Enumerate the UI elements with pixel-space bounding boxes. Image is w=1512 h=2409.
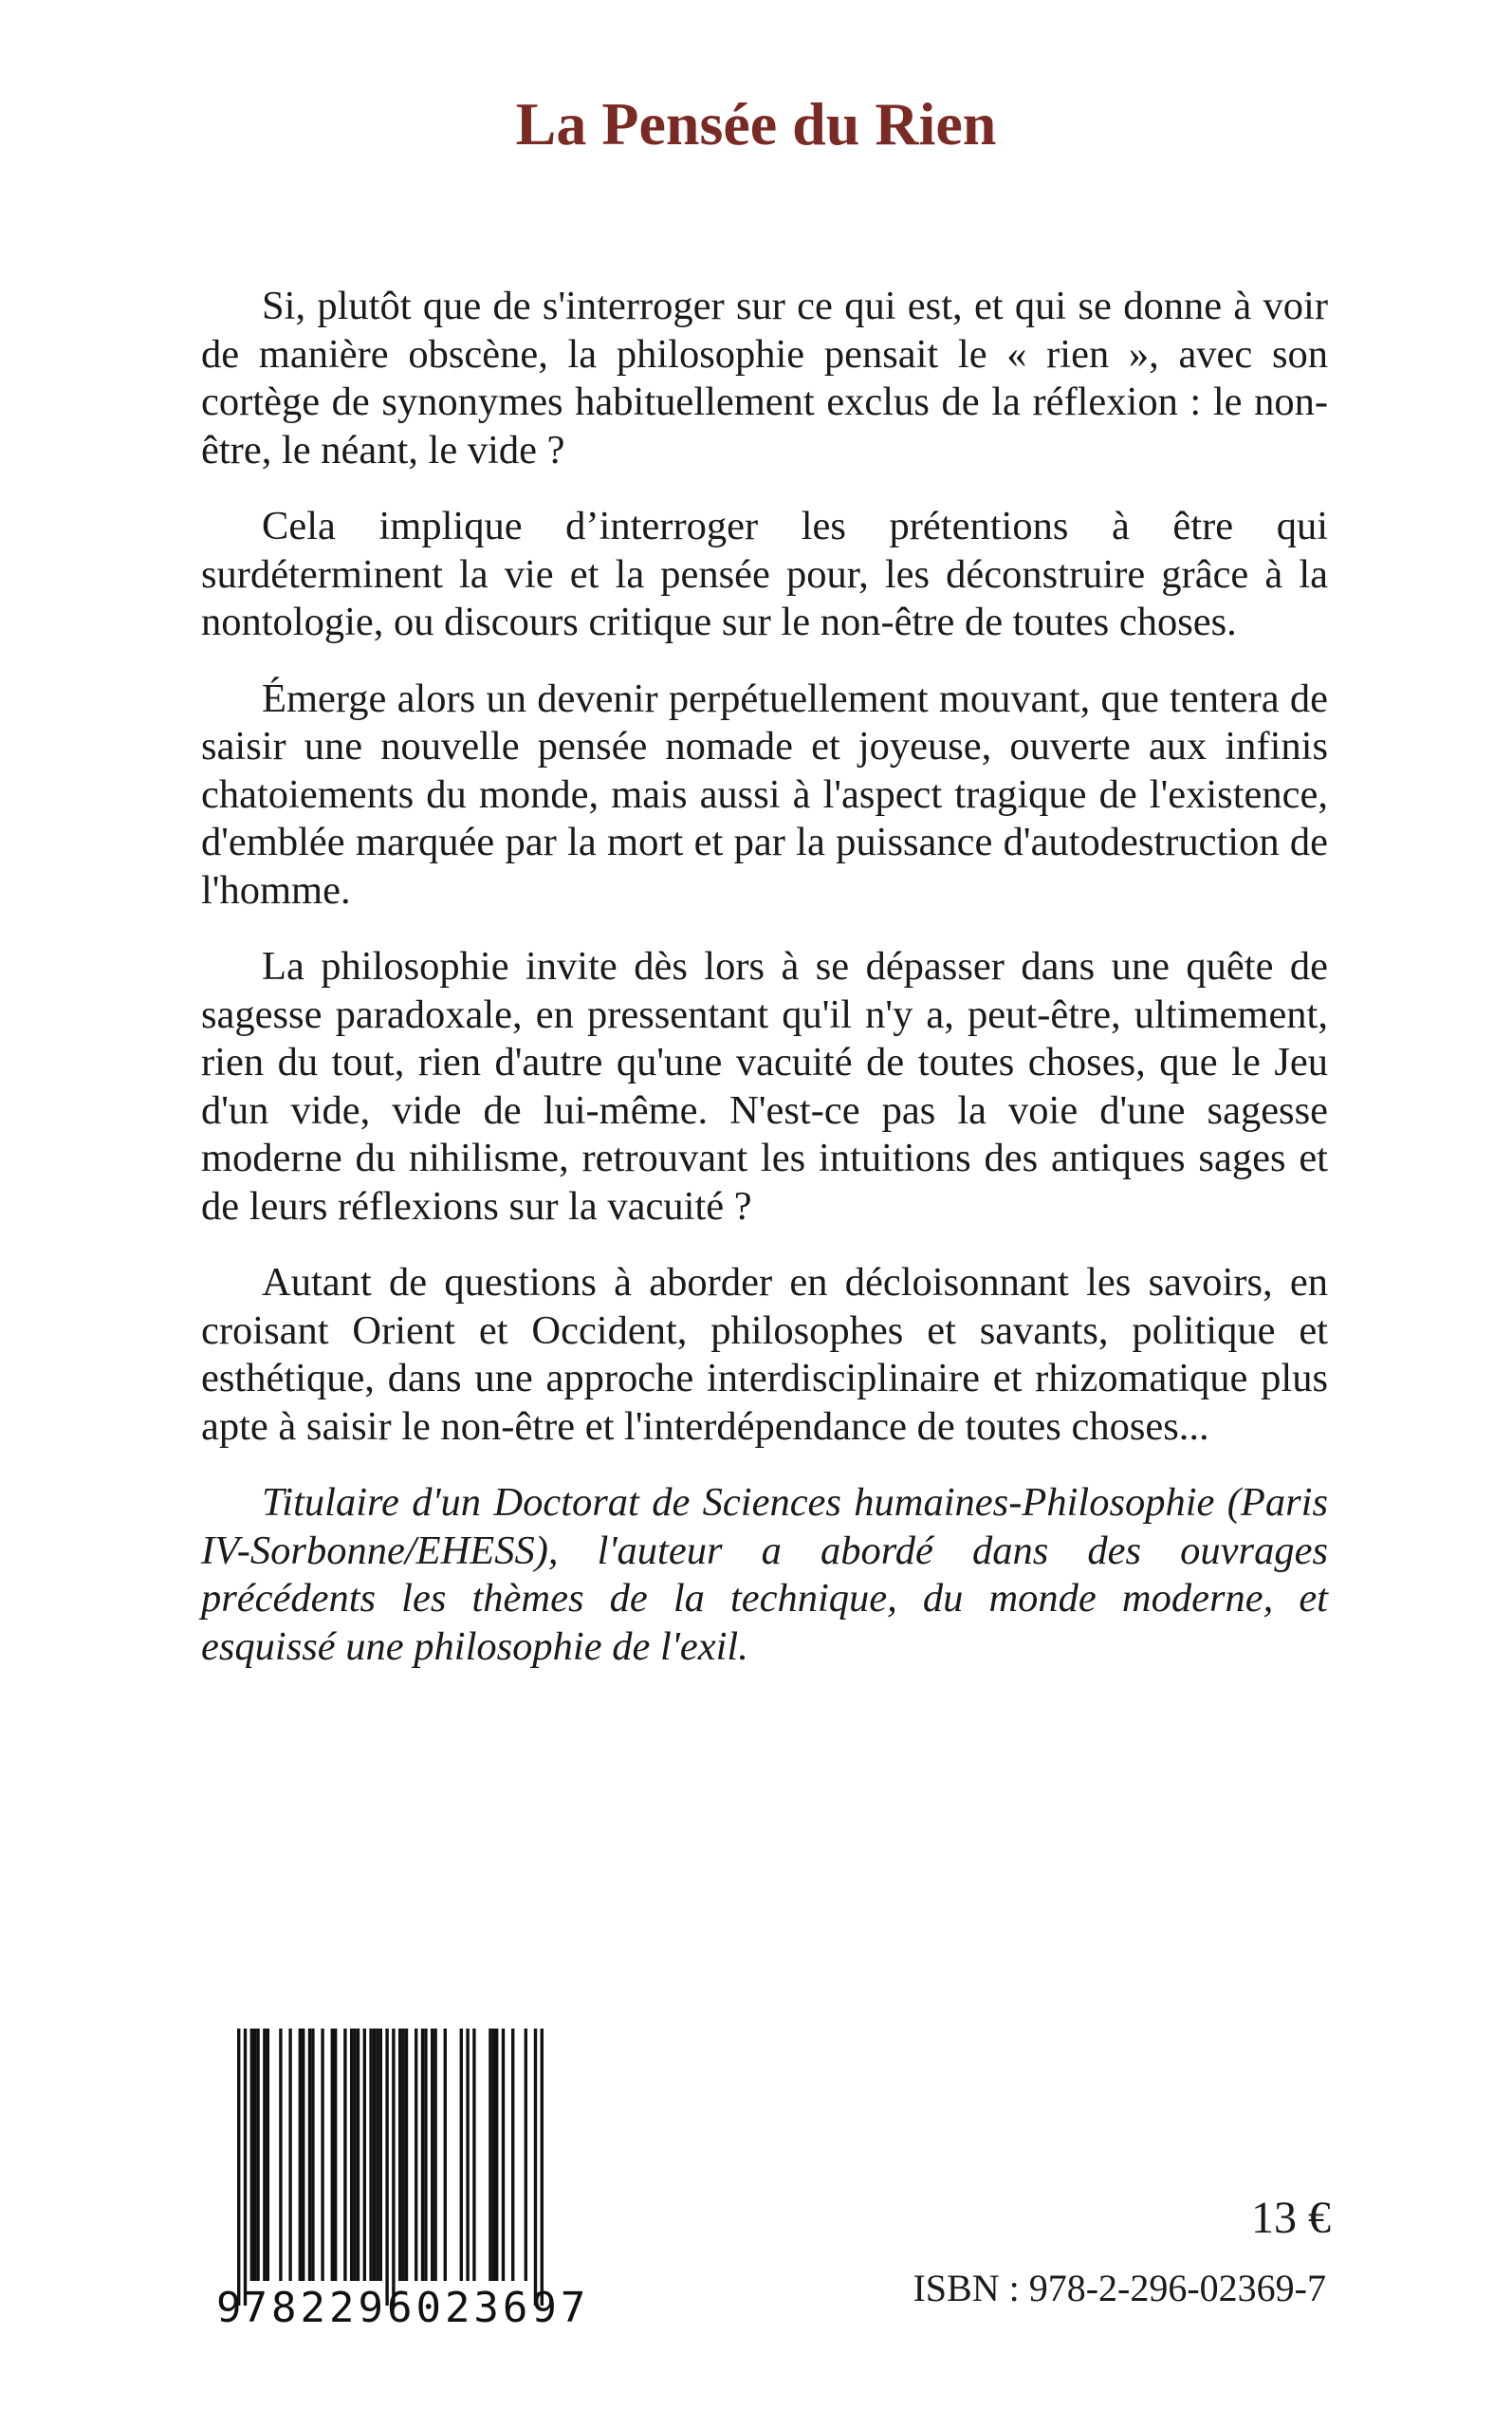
price: 13 €: [1251, 2193, 1331, 2243]
barcode-bar-24: [379, 2029, 382, 2281]
paragraph-5: Autant de questions à aborder en décloisonnant les savoirs, en croisant Orient et Occident, philosophes et savants, politique et esthétique, dans une approche interdisciplinaire et rhizomatique plus apte à saisir le non-être et l'interdépendance de toutes choses...: [201, 1260, 1328, 1449]
barcode-bar-37: [466, 2029, 469, 2281]
barcode-bar-2: [250, 2029, 253, 2281]
barcode-bar-15: [334, 2029, 337, 2281]
barcode-bar-38: [472, 2029, 475, 2281]
barcode-bar-16: [343, 2029, 346, 2281]
barcode-bar-23: [376, 2029, 378, 2281]
barcode-bar-35: [444, 2029, 447, 2281]
barcode-bar-31: [421, 2029, 424, 2281]
barcode-bar-20: [363, 2029, 366, 2281]
barcode-bar-7: [279, 2029, 282, 2281]
barcode-bar-25: [385, 2029, 388, 2306]
barcode-bar-29: [405, 2029, 408, 2281]
barcode-right-group: 023697: [415, 2284, 590, 2332]
barcode-bar-8: [288, 2029, 291, 2281]
barcode-bar-42: [502, 2029, 505, 2281]
author-note: Titulaire d'un Doctorat de Sciences humaines-Philosophie (Paris IV-Sorbonne/EHESS), l'auteur a abordé dans des ouvrages précédents les thèmes de la technique, du monde moderne, et esquissé une philosophie de l'exil.: [201, 1480, 1328, 1669]
barcode-digits: [216, 2284, 590, 2332]
barcode-bar-41: [495, 2029, 498, 2281]
barcode-bar-4: [256, 2029, 259, 2281]
barcode-bar-0: [237, 2029, 240, 2306]
barcode-bar-32: [424, 2029, 427, 2281]
barcode-bar-13: [321, 2029, 323, 2281]
barcode-bar-45: [534, 2029, 537, 2306]
barcode-bar-33: [431, 2029, 433, 2281]
barcode-bar-14: [331, 2029, 334, 2281]
back-cover-text: [201, 283, 1328, 1699]
barcode-bar-34: [433, 2029, 436, 2281]
barcode-bar-28: [401, 2029, 404, 2281]
isbn: ISBN : 978-2-296-02369-7: [913, 2267, 1326, 2309]
barcode-bar-3: [253, 2029, 256, 2281]
barcode-bar-1: [244, 2029, 247, 2306]
barcode-bar-27: [398, 2029, 401, 2281]
barcode-bar-19: [357, 2029, 360, 2281]
barcode-bar-46: [541, 2029, 544, 2306]
barcode-bar-10: [302, 2029, 304, 2281]
barcode-bar-18: [353, 2029, 356, 2281]
barcode-bar-6: [267, 2029, 269, 2281]
barcode-bar-26: [392, 2029, 395, 2306]
barcode-bar-9: [299, 2029, 302, 2281]
barcode-bar-44: [525, 2029, 527, 2281]
barcode-bar-30: [415, 2029, 417, 2281]
barcode-bars: [216, 2029, 560, 2306]
barcode-bar-21: [369, 2029, 372, 2281]
barcode-bar-11: [308, 2029, 311, 2281]
paragraph-3: Émerge alors un devenir perpétuellement mouvant, que tentera de saisir une nouvelle pensée nomade et joyeuse, ouverte aux infinis chatoiements du monde, mais aussi à l'aspect tragique de l'existence, d'emblée marquée par la mort et par la puissance d'autodestruction de l'homme.: [201, 676, 1328, 913]
barcode-bar-40: [492, 2029, 495, 2281]
barcode-bar-5: [263, 2029, 266, 2281]
barcode-bar-39: [489, 2029, 491, 2281]
barcode-first-digit: 9: [216, 2284, 243, 2332]
barcode: [216, 2029, 590, 2332]
barcode-bar-22: [373, 2029, 376, 2281]
paragraph-1: Si, plutôt que de s'interroger sur ce qui est, et qui se donne à voir de manière obscène, la philosophie pensait le « rien », avec son cortège de synonymes habituellement exclus de la réflexion : le non-être, le néant, le vide ?: [201, 284, 1328, 473]
barcode-bar-43: [511, 2029, 514, 2281]
paragraph-4: La philosophie invite dès lors à se dépasser dans une quête de sagesse paradoxale, en pressentant qu'il n'y a, peut-être, ultimement, rien du tout, rien d'autre qu'une vacuité de toutes choses, que le Jeu d'un vide, vide de lui-même. N'est-ce pas la voie d'une sagesse moderne du nihilisme, retrouvant les intuitions des antiques sages et de leurs réflexions sur la vacuité ?: [201, 944, 1328, 1229]
barcode-bar-36: [460, 2029, 463, 2281]
book-title: La Pensée du Rien: [515, 90, 997, 158]
barcode-bar-17: [350, 2029, 353, 2281]
barcode-bar-12: [311, 2029, 314, 2281]
paragraph-2: Cela implique d’interroger les prétentions à être qui surdéterminent la vie et la pensée pour, les déconstruire grâce à la nontologie, ou discours critique sur le non-être de toutes choses.: [201, 504, 1328, 644]
barcode-left-group: 782296: [242, 2284, 416, 2332]
